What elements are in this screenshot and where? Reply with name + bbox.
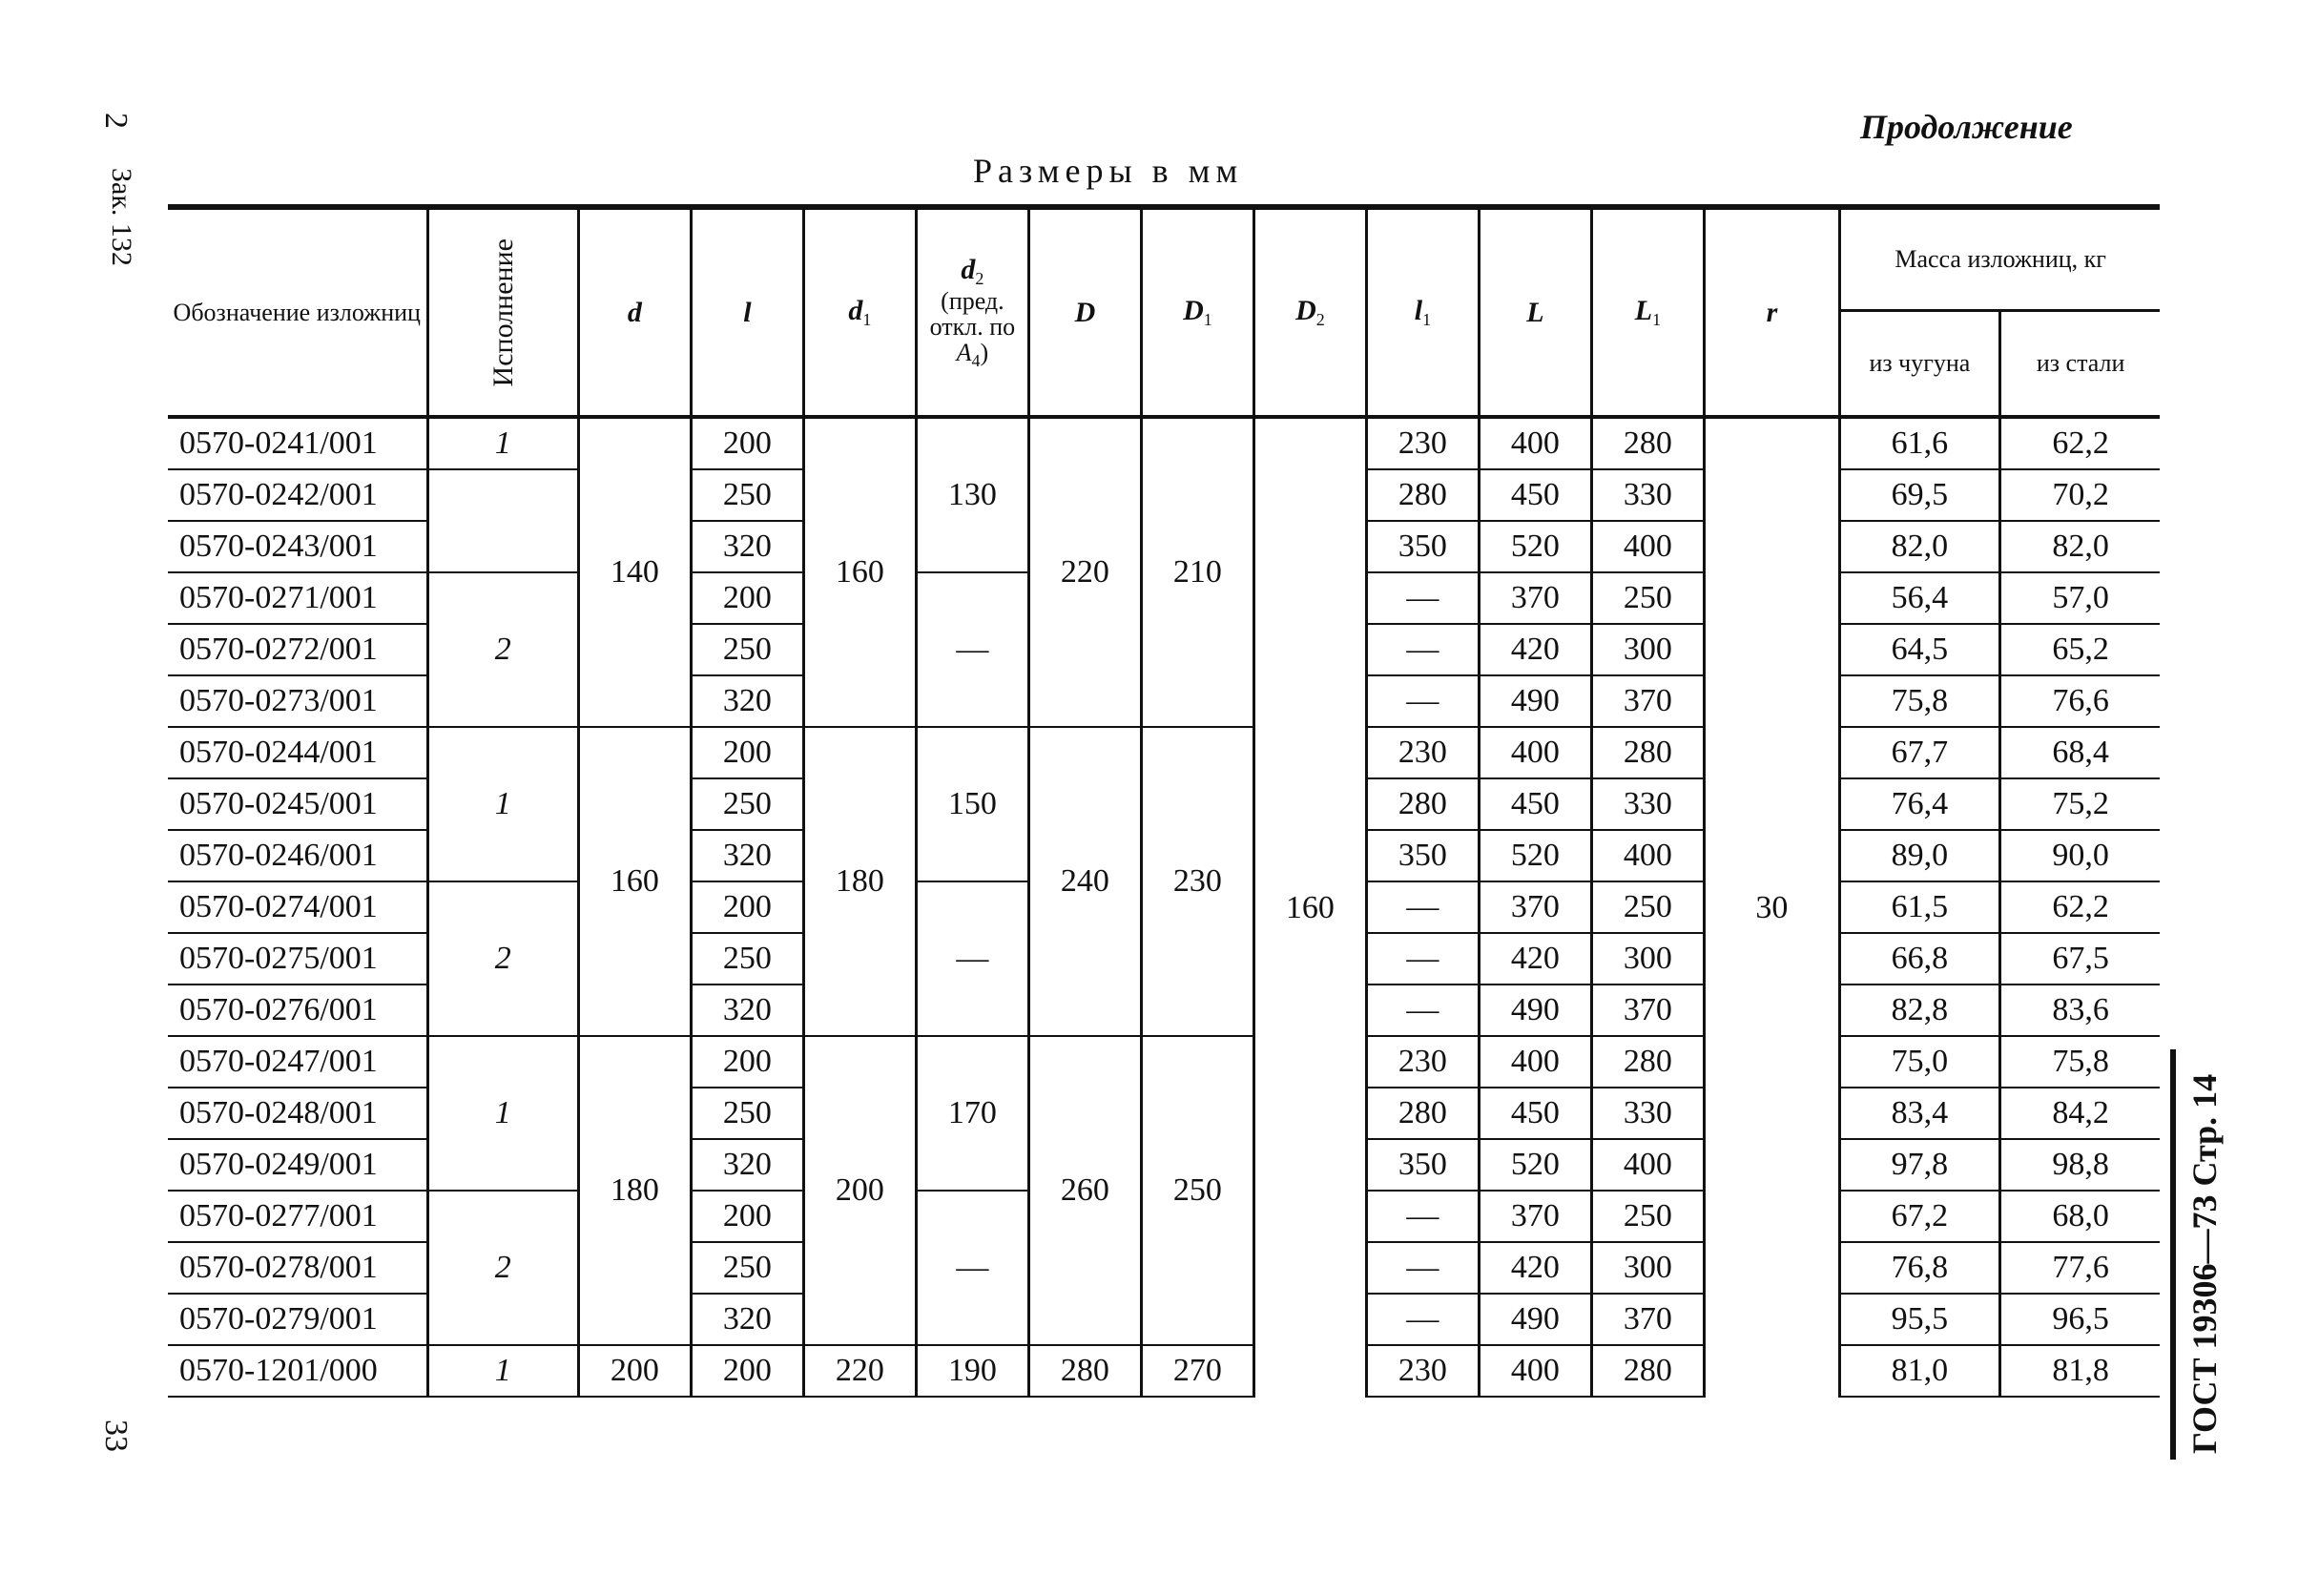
cell-iron: 67,7 (1839, 727, 1999, 778)
cell-L: 400 (1479, 1036, 1591, 1088)
cell-l: 250 (691, 469, 803, 521)
cell-steel: 65,2 (1999, 624, 2160, 675)
cell-iron: 75,0 (1839, 1036, 1999, 1088)
order-number: Зак. 132 (106, 168, 137, 266)
cell-l: 320 (691, 985, 803, 1036)
col-d1: $d_1$ (803, 207, 916, 417)
cell-L1: 370 (1591, 985, 1704, 1036)
cell-iron: 56,4 (1839, 572, 1999, 624)
col-d2: $d_2$ (пред. откл. по $A_4$) (916, 207, 1028, 417)
table-row (168, 1036, 2160, 1088)
cell-iron: 82,0 (1839, 521, 1999, 572)
cell-L1: 250 (1591, 572, 1704, 624)
cell-ex: 1 (427, 1345, 578, 1397)
cell-ex: 2 (427, 572, 578, 727)
cell-l1: 230 (1366, 417, 1479, 469)
cell-code: 0570-0243/001 (168, 521, 427, 572)
cell-l: 320 (691, 1294, 803, 1345)
cell-L1: 370 (1591, 1294, 1704, 1345)
cell-l1: 230 (1366, 727, 1479, 778)
cell-L1: 280 (1591, 727, 1704, 778)
cell-L: 450 (1479, 1088, 1591, 1139)
cell-L: 420 (1479, 624, 1591, 675)
cell-l: 250 (691, 624, 803, 675)
cell-l: 250 (691, 1088, 803, 1139)
cell-d2: — (916, 881, 1028, 1036)
col-r: r (1704, 207, 1839, 417)
cell-D: 280 (1028, 1345, 1141, 1397)
cell-iron: 89,0 (1839, 830, 1999, 881)
cell-D: 220 (1028, 417, 1141, 727)
cell-iron: 69,5 (1839, 469, 1999, 521)
cell-code: 0570-0277/001 (168, 1191, 427, 1242)
page-number-bottom: 33 (98, 1420, 134, 1452)
dimensions-title: Размеры в мм (973, 152, 1244, 190)
cell-l1: 230 (1366, 1036, 1479, 1088)
col-mass: Масса изложниц, кг (1839, 207, 2160, 310)
table-row (168, 727, 2160, 778)
cell-l1: 230 (1366, 1345, 1479, 1397)
cell-code: 0570-0275/001 (168, 933, 427, 985)
cell-code: 0570-0244/001 (168, 727, 427, 778)
cell-d1: 200 (803, 1036, 916, 1345)
cell-l1: — (1366, 1191, 1479, 1242)
cell-L: 450 (1479, 778, 1591, 830)
col-l: l (691, 207, 803, 417)
cell-L1: 400 (1591, 1139, 1704, 1191)
cell-D1: 270 (1141, 1345, 1253, 1397)
table-row (168, 1345, 2160, 1397)
cell-steel: 76,6 (1999, 675, 2160, 727)
cell-D2: 160 (1253, 417, 1366, 1397)
cell-L: 450 (1479, 469, 1591, 521)
cell-l: 200 (691, 417, 803, 469)
cell-code: 0570-0241/001 (168, 417, 427, 469)
cell-L1: 250 (1591, 881, 1704, 933)
cell-code: 0570-0242/001 (168, 469, 427, 521)
cell-L1: 330 (1591, 1088, 1704, 1139)
cell-l1: — (1366, 933, 1479, 985)
cell-code: 0570-0245/001 (168, 778, 427, 830)
cell-l: 200 (691, 1036, 803, 1088)
col-D2: $D_2$ (1253, 207, 1366, 417)
cell-L: 400 (1479, 417, 1591, 469)
cell-l1: 280 (1366, 778, 1479, 830)
cell-L1: 400 (1591, 830, 1704, 881)
cell-steel: 83,6 (1999, 985, 2160, 1036)
cell-code: 0570-0271/001 (168, 572, 427, 624)
table-row (168, 417, 2160, 469)
cell-code: 0570-0248/001 (168, 1088, 427, 1139)
cell-ex: 2 (427, 881, 578, 1036)
cell-l1: 350 (1366, 1139, 1479, 1191)
cell-code: 0570-0276/001 (168, 985, 427, 1036)
cell-L1: 280 (1591, 417, 1704, 469)
cell-iron: 76,8 (1839, 1242, 1999, 1294)
cell-L: 420 (1479, 1242, 1591, 1294)
cell-steel: 68,4 (1999, 727, 2160, 778)
cell-d: 140 (578, 417, 691, 727)
cell-steel: 98,8 (1999, 1139, 2160, 1191)
cell-l1: — (1366, 1294, 1479, 1345)
page-number-left: 2 (98, 113, 134, 129)
cell-ex (427, 469, 578, 572)
cell-d1: 160 (803, 417, 916, 727)
cell-L1: 330 (1591, 469, 1704, 521)
cell-steel: 96,5 (1999, 1294, 2160, 1345)
cell-d2: — (916, 572, 1028, 727)
cell-iron: 97,8 (1839, 1139, 1999, 1191)
cell-d2: 170 (916, 1036, 1028, 1191)
cell-steel: 75,8 (1999, 1036, 2160, 1088)
cell-D1: 210 (1141, 417, 1253, 727)
cell-d: 180 (578, 1036, 691, 1345)
cell-L1: 330 (1591, 778, 1704, 830)
cell-steel: 67,5 (1999, 933, 2160, 985)
cell-iron: 83,4 (1839, 1088, 1999, 1139)
cell-l1: — (1366, 675, 1479, 727)
cell-L: 400 (1479, 1345, 1591, 1397)
cell-d2: 150 (916, 727, 1028, 881)
cell-l1: — (1366, 572, 1479, 624)
cell-code: 0570-0272/001 (168, 624, 427, 675)
cell-iron: 61,6 (1839, 417, 1999, 469)
cell-steel: 75,2 (1999, 778, 2160, 830)
cell-L1: 300 (1591, 933, 1704, 985)
col-L1: $L_1$ (1591, 207, 1704, 417)
cell-l1: 350 (1366, 830, 1479, 881)
cell-L: 370 (1479, 1191, 1591, 1242)
cell-l: 320 (691, 1139, 803, 1191)
cell-d: 160 (578, 727, 691, 1036)
col-designation: Обозначение изложниц (168, 207, 427, 417)
cell-D1: 250 (1141, 1036, 1253, 1345)
cell-steel: 62,2 (1999, 417, 2160, 469)
cell-l: 200 (691, 727, 803, 778)
cell-code: 0570-0247/001 (168, 1036, 427, 1088)
cell-code: 0570-0278/001 (168, 1242, 427, 1294)
cell-L1: 400 (1591, 521, 1704, 572)
cell-ex: 1 (427, 1036, 578, 1191)
cell-l1: — (1366, 1242, 1479, 1294)
cell-d1: 180 (803, 727, 916, 1036)
cell-L1: 280 (1591, 1036, 1704, 1088)
table-body (168, 417, 2160, 1397)
cell-l: 200 (691, 572, 803, 624)
cell-l: 320 (691, 521, 803, 572)
cell-l: 200 (691, 1345, 803, 1397)
cell-l: 200 (691, 881, 803, 933)
cell-steel: 81,8 (1999, 1345, 2160, 1397)
cell-L: 490 (1479, 985, 1591, 1036)
col-mass-iron: из чугуна (1839, 310, 1999, 417)
cell-steel: 77,6 (1999, 1242, 2160, 1294)
col-L: L (1479, 207, 1591, 417)
cell-l1: — (1366, 881, 1479, 933)
cell-D: 260 (1028, 1036, 1141, 1345)
cell-code: 0570-0274/001 (168, 881, 427, 933)
cell-l1: 280 (1366, 469, 1479, 521)
cell-L: 520 (1479, 1139, 1591, 1191)
continuation-label: Продолжение (1860, 108, 2073, 146)
cell-steel: 68,0 (1999, 1191, 2160, 1242)
col-D: D (1028, 207, 1141, 417)
cell-l1: — (1366, 624, 1479, 675)
cell-code: 0570-0249/001 (168, 1139, 427, 1191)
cell-L: 400 (1479, 727, 1591, 778)
cell-ex: 1 (427, 417, 578, 469)
cell-steel: 90,0 (1999, 830, 2160, 881)
cell-D: 240 (1028, 727, 1141, 1036)
cell-D1: 230 (1141, 727, 1253, 1036)
cell-iron: 66,8 (1839, 933, 1999, 985)
cell-d2: 190 (916, 1345, 1028, 1397)
cell-iron: 76,4 (1839, 778, 1999, 830)
cell-r: 30 (1704, 417, 1839, 1397)
cell-L: 490 (1479, 1294, 1591, 1345)
cell-l: 250 (691, 933, 803, 985)
col-d: d (578, 207, 691, 417)
cell-L: 490 (1479, 675, 1591, 727)
cell-d: 200 (578, 1345, 691, 1397)
cell-code: 0570-0279/001 (168, 1294, 427, 1345)
cell-steel: 82,0 (1999, 521, 2160, 572)
cell-iron: 82,8 (1839, 985, 1999, 1036)
gost-divider (2170, 1049, 2176, 1460)
cell-L1: 250 (1591, 1191, 1704, 1242)
cell-l1: 350 (1366, 521, 1479, 572)
cell-l1: — (1366, 985, 1479, 1036)
cell-iron: 81,0 (1839, 1345, 1999, 1397)
cell-L1: 280 (1591, 1345, 1704, 1397)
cell-L: 520 (1479, 521, 1591, 572)
cell-ex: 1 (427, 727, 578, 881)
cell-iron: 67,2 (1839, 1191, 1999, 1242)
col-mass-steel: из стали (1999, 310, 2160, 417)
cell-steel: 62,2 (1999, 881, 2160, 933)
cell-l: 320 (691, 675, 803, 727)
cell-d2: — (916, 1191, 1028, 1345)
col-l1: $l_1$ (1366, 207, 1479, 417)
col-D1: $D_1$ (1141, 207, 1253, 417)
cell-code: 0570-1201/000 (168, 1345, 427, 1397)
cell-steel: 70,2 (1999, 469, 2160, 521)
cell-steel: 84,2 (1999, 1088, 2160, 1139)
cell-iron: 61,5 (1839, 881, 1999, 933)
cell-code: 0570-0246/001 (168, 830, 427, 881)
gost-standard-label: ГОСТ 19306—73 Стр. 14 (2185, 1073, 2224, 1454)
mold-dimensions-table (168, 204, 2160, 1398)
cell-d1: 220 (803, 1345, 916, 1397)
cell-l: 320 (691, 830, 803, 881)
cell-l1: 280 (1366, 1088, 1479, 1139)
cell-L: 370 (1479, 881, 1591, 933)
cell-L: 370 (1479, 572, 1591, 624)
cell-L: 420 (1479, 933, 1591, 985)
cell-L1: 370 (1591, 675, 1704, 727)
cell-l: 200 (691, 1191, 803, 1242)
cell-iron: 75,8 (1839, 675, 1999, 727)
cell-L1: 300 (1591, 624, 1704, 675)
cell-steel: 57,0 (1999, 572, 2160, 624)
cell-L: 520 (1479, 830, 1591, 881)
cell-l: 250 (691, 1242, 803, 1294)
col-version: Исполнение (427, 207, 578, 417)
cell-l: 250 (691, 778, 803, 830)
cell-d2: 130 (916, 417, 1028, 572)
cell-code: 0570-0273/001 (168, 675, 427, 727)
cell-L1: 300 (1591, 1242, 1704, 1294)
cell-iron: 95,5 (1839, 1294, 1999, 1345)
cell-iron: 64,5 (1839, 624, 1999, 675)
cell-ex: 2 (427, 1191, 578, 1345)
